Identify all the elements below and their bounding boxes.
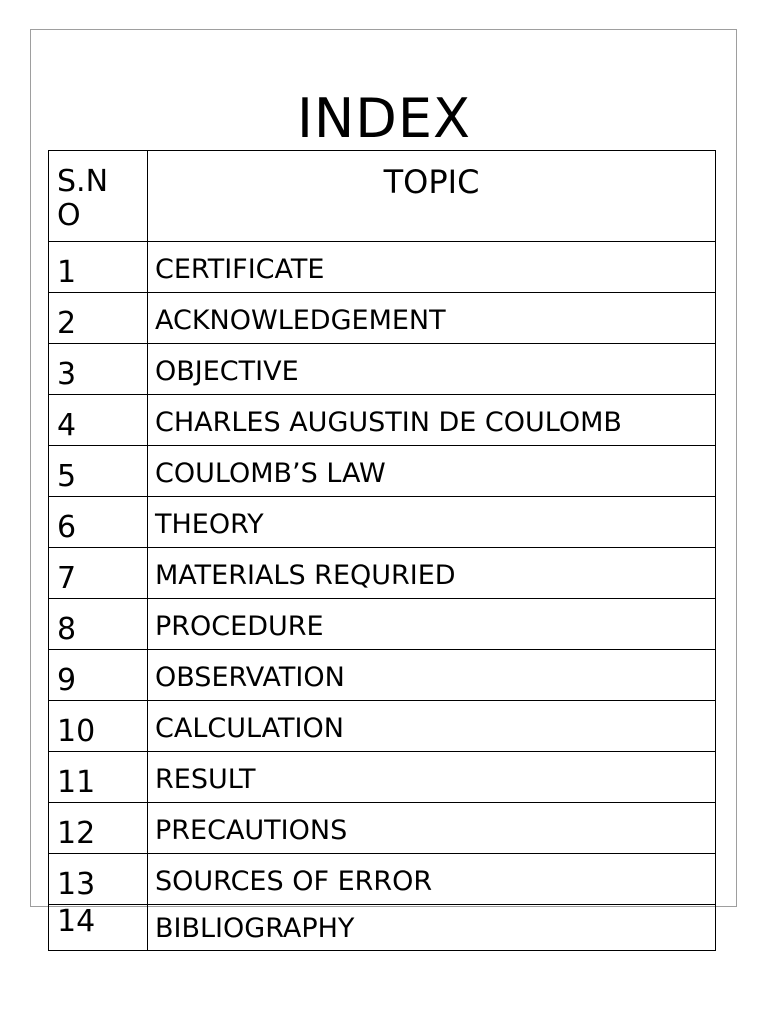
table-row [49,343,715,394]
table-row [49,802,715,853]
row-topic: OBSERVATION [155,662,345,693]
table-row [49,445,715,496]
row-number: 13 [49,854,148,904]
table-row [49,649,715,700]
row-topic: PRECAUTIONS [155,815,348,846]
row-topic: RESULT [155,764,256,795]
row-topic: OBJECTIVE [155,356,299,387]
row-topic: CALCULATION [155,713,344,744]
header-topic: TOPIC [383,163,480,201]
row-number: 7 [49,548,148,598]
row-topic: SOURCES OF ERROR [155,866,433,897]
row-number: 14 [49,905,148,950]
row-number: 9 [49,650,148,700]
table-row [49,598,715,649]
row-topic: CHARLES AUGUSTIN DE COULOMB [155,407,622,438]
row-number: 5 [49,446,148,496]
row-topic: THEORY [155,509,264,540]
table-row [49,547,715,598]
table-row [49,496,715,547]
row-topic: MATERIALS REQURIED [155,560,456,591]
index-table [48,150,716,951]
row-number: 4 [49,395,148,445]
row-topic: BIBLIOGRAPHY [155,913,355,944]
table-row [49,853,715,904]
row-number: 3 [49,344,148,394]
table-row [49,292,715,343]
table-row [49,241,715,292]
row-topic: ACKNOWLEDGEMENT [155,305,446,336]
row-number: 11 [49,752,148,802]
row-number: 2 [49,293,148,343]
row-topic: CERTIFICATE [155,254,325,285]
row-number: 10 [49,701,148,751]
table-row [49,394,715,445]
table-header-row [49,151,715,241]
table-row [49,904,715,950]
row-number: 12 [49,803,148,853]
row-topic: COULOMB’S LAW [155,458,386,489]
row-topic: PROCEDURE [155,611,324,642]
row-number: 6 [49,497,148,547]
row-number: 8 [49,599,148,649]
table-row [49,700,715,751]
row-number: 1 [49,242,148,292]
page-title: INDEX [296,87,471,150]
table-row [49,751,715,802]
header-serial-number: S.NO [49,151,148,241]
